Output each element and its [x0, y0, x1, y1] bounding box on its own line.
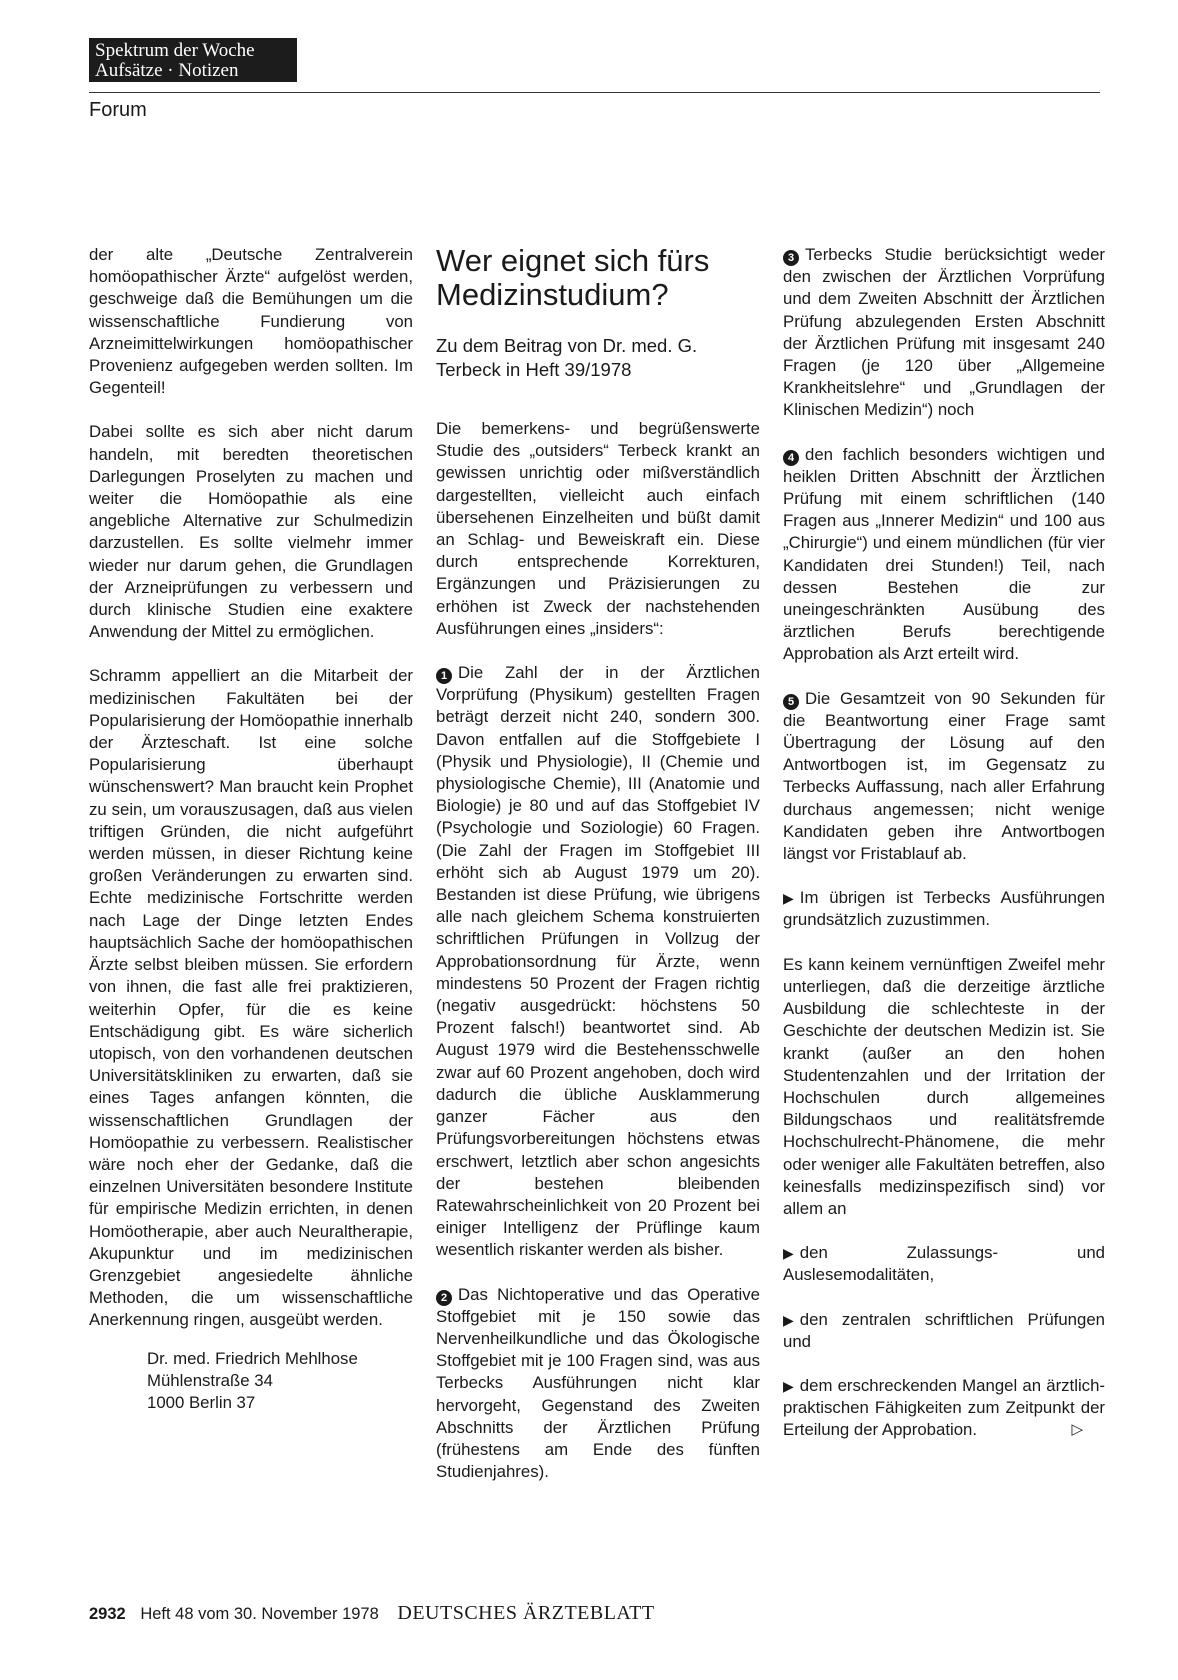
point-4-text: den fachlich besonders wichtigen und heiklen Dritten Abschnitt der Ärztlichen Prüfung mit einem schriftlichen (140 Fragen aus „Innerer Medizin“ und 100 aus „Chirurgie“) und einem mündlichen (für vier Kandidaten drei Stunden!) Teil, nach dessen Bestehen die zur uneingeschränkten Ausübung des ärztlichen Berufs berechtigende Approbation als Arzt erteilt wird. [783, 444, 1105, 664]
bullet-point-1 [783, 887, 1105, 931]
triangle-bullet-icon: ▶ [783, 1377, 794, 1394]
journal-masthead: DEUTSCHES ÄRZTEBLATT [397, 1602, 655, 1624]
point-3-text: Terbecks Studie berücksichtigt weder den zwischen der Ärztlichen Vorprüfung und dem Zweiten Abschnitt der Ärztlichen Prüfung abzulegenden Ersten Abschnitt der Ärztlichen Prüfung mit insgesamt 240 Fragen (je 120 über „Allgemeine Krankheitslehre“ und „Grundlagen der Klinischen Medizin“) noch [783, 245, 1105, 420]
numbered-point-1 [436, 662, 760, 1261]
number-1-icon: 1 [436, 668, 452, 684]
point-5-text: Die Gesamtzeit von 90 Sekunden für die Beantwortung einer Frage samt Übertragung der Lösung auf den Antwortbogen ist, im Gegensatz zu Terbecks Auffassung, nach aller Erfahrung durchaus angemessen; nicht wenige Kandidaten geben ihre Antwortbogen längst vor Fristablauf ab. [783, 688, 1105, 864]
numbered-point-4 [783, 444, 1105, 666]
bullet-2-text: den Zulassungs- und Auslesemodalitäten, [783, 1243, 1105, 1285]
col1-paragraph-3: Schramm appelliert an die Mitarbeit der medizinischen Fakultäten bei der Popularisierung der Homöopathie innerhalb der Ärzteschaft. Ist eine solche Popularisierung überhaupt wünschenswert? Man braucht kein Prophet zu sein, um vorauszusagen, daß aus vielen triftigen Gründen, die nicht aufgeführt werden müssen, in dieser Richtung keine großen Veränderungen zu erwarten sind. Echte medizinische Fortschritte werden nach Lage der Dinge letzten Endes hauptsächlich Sache der homöopathischen Ärzte selbst bleiben müssen. Sie erfordern von ihnen, die fast alle frei praktizieren, weiterhin Opfer, für die es keine Entschädigung gibt. Es wäre sicherlich utopisch, von den vorhandenen deutschen Universitätskliniken zu erwarten, daß sie eines Tages anfangen könnten, die wissenschaftlichen Grundlagen der Homöopathie zu verbessern. Realistischer wäre noch eher der Gedanke, daß die einzelnen Universitäten besondere Institute für empirische Medizin errichten, in denen Homöotherapie, aber auch Neuraltherapie, Akupunktur und im medizinischen Grenzgebiet angesiedelte ähnliche Methoden, die um wissenschaftliche Anerkennung ringen, ausgeübt werden. [89, 666, 413, 1330]
article-subtitle: Zu dem Beitrag von Dr. med. G. Terbeck in Heft 39/1978 [436, 335, 698, 380]
number-5-icon: 5 [783, 694, 799, 710]
number-2-icon: 2 [436, 1290, 452, 1306]
numbered-point-5 [783, 688, 1105, 866]
bullet-1-text: Im übrigen ist Terbecks Ausführungen grundsätzlich zuzustimmen. [783, 888, 1105, 930]
bullet-point-2 [783, 1242, 1105, 1286]
signature-street: Mühlenstraße 34 [147, 1370, 273, 1390]
header-line-2: Aufsätze · Notizen [95, 60, 239, 81]
number-4-icon: 4 [783, 450, 799, 466]
point-2-text: Das Nichtoperative und das Operative Stoffgebiet mit je 150 sowie das Nervenheilkundliche und das Ökologische Stoffgebiet mit je 100 Fragen sind, was aus Terbecks Ausführungen nicht klar hervorgeht, Gegenstand des Zweiten Abschnitts der Ärztlichen Prüfung (frühestens am Ende des fünften Studienjahres). [436, 1284, 760, 1482]
number-3-icon: 3 [783, 250, 799, 266]
numbered-point-3 [783, 244, 1105, 422]
article-title: Wer eignet sich fürs Medizinstudium? [436, 243, 710, 312]
column-3 [783, 244, 1105, 1442]
article-intro: Die bemerkens- und begrüßenswerte Studie des „outsiders“ Terbeck krankt an gewissen unrichtig oder mißverständlich dargestellten, vielleicht auch einfach übersehenen Einzelheiten und büßt damit an Schlag- und Beweiskraft ein. Diese durch entsprechende Korrekturen, Ergänzungen und Präzisierungen zu erhöhen ist Zweck der nachstehenden Ausführungen eines „insiders“: [436, 419, 760, 638]
continued-arrow-icon: ▷ [1071, 1421, 1083, 1439]
header-line-1: Spektrum der Woche [95, 40, 255, 61]
signature-name: Dr. med. Friedrich Mehlhose [147, 1348, 358, 1368]
bullet-3-text: den zentralen schriftlichen Prüfungen und [783, 1309, 1105, 1351]
section-header-box [89, 38, 297, 82]
bullet-point-3 [783, 1309, 1105, 1353]
section-label: Forum [89, 99, 147, 121]
triangle-bullet-icon: ▶ [783, 1245, 794, 1262]
column-1 [89, 244, 413, 1414]
page-number: 2932 [89, 1605, 126, 1623]
col1-paragraph-1: der alte „Deutsche Zentralverein homöopathischer Ärzte“ aufgelöst werden, geschweige daß die Bemühungen um die wissenschaftliche Fundierung von Arzneimittelwirkungen homöopathischer Provenienz aufgegeben werden sollten. Im Gegenteil! [89, 245, 413, 398]
final-paragraph: Es kann keinem vernünftigen Zweifel mehr unterliegen, daß die derzeitige ärztliche Ausbildung die schlechteste in der Geschichte der deutschen Medizin ist. Sie krankt (außer an den hohen Studentenzahlen und der Irritation der Hochschulen durch allgemeines Bildungschaos und realitätsfremde Hochschulrecht-Phänomene, die mehr oder weniger alle Fakultäten betreffen, also keinesfalls medizinspezifisch sind) vor allem an [783, 954, 1105, 1218]
issue-info: Heft 48 vom 30. November 1978 [140, 1605, 379, 1623]
signature-block [147, 1348, 413, 1415]
header-rule [89, 92, 1100, 93]
page-footer [89, 1602, 655, 1625]
bullet-4-text: dem erschreckenden Mangel an ärztlich-praktischen Fähigkeiten zum Zeitpunkt der Erteilung der Approbation. [783, 1375, 1105, 1440]
bullet-point-4 [783, 1375, 1105, 1442]
signature-city: 1000 Berlin 37 [147, 1392, 256, 1412]
column-2 [436, 418, 760, 1483]
triangle-bullet-icon: ▶ [783, 1311, 794, 1328]
col1-paragraph-2: Dabei sollte es sich aber nicht darum handeln, mit beredten theoretischen Darlegungen Proselyten zu machen und weiter die Homöopathie als eine angebliche Alternative zur Schulmedizin darzustellen. Es sollte vielmehr immer wieder nur darum gehen, die Grundlagen der Arzneiprüfungen zu verbessern und durch klinische Studien eine exaktere Anwendung der Mittel zu ermöglichen. [89, 422, 413, 642]
triangle-bullet-icon: ▶ [783, 890, 794, 907]
point-1-text: Die Zahl der in der Ärztlichen Vorprüfung (Physikum) gestellten Fragen beträgt derzeit nicht 240, sondern 300. Davon entfallen auf die Stoffgebiete I (Physik und Physiologie), II (Chemie und physiologische Chemie), III (Anatomie und Biologie) je 80 und auf das Stoffgebiet IV (Psychologie und Soziologie) 60 Fragen. (Die Zahl der Fragen im Stoffgebiet III erhöht sich ab August 1979 um 20). Bestanden ist diese Prüfung, wie übrigens alle nach gleichem Schema konstruierten schriftlichen Prüfungen in Vollzug der Approbationsordnung für Ärzte, wenn mindestens 50 Prozent der Fragen richtig (negativ ausgedrückt: höchstens 50 Prozent falsch!) beantwortet sind. Ab August 1979 wird die Bestehensschwelle zwar auf 60 Prozent angehoben, doch wird dadurch die übliche Ausklammerung ganzer Fächer aus den Prüfungsvorbereitungen höchstens etwas erschwert, letztlich aber schon angesichts der bestehen bleibenden Ratewahrscheinlichkeit von 20 Prozent bei einiger Intelligenz der Prüflinge kaum wesentlich riskanter werden als bisher. [436, 663, 760, 1260]
numbered-point-2 [436, 1284, 760, 1484]
